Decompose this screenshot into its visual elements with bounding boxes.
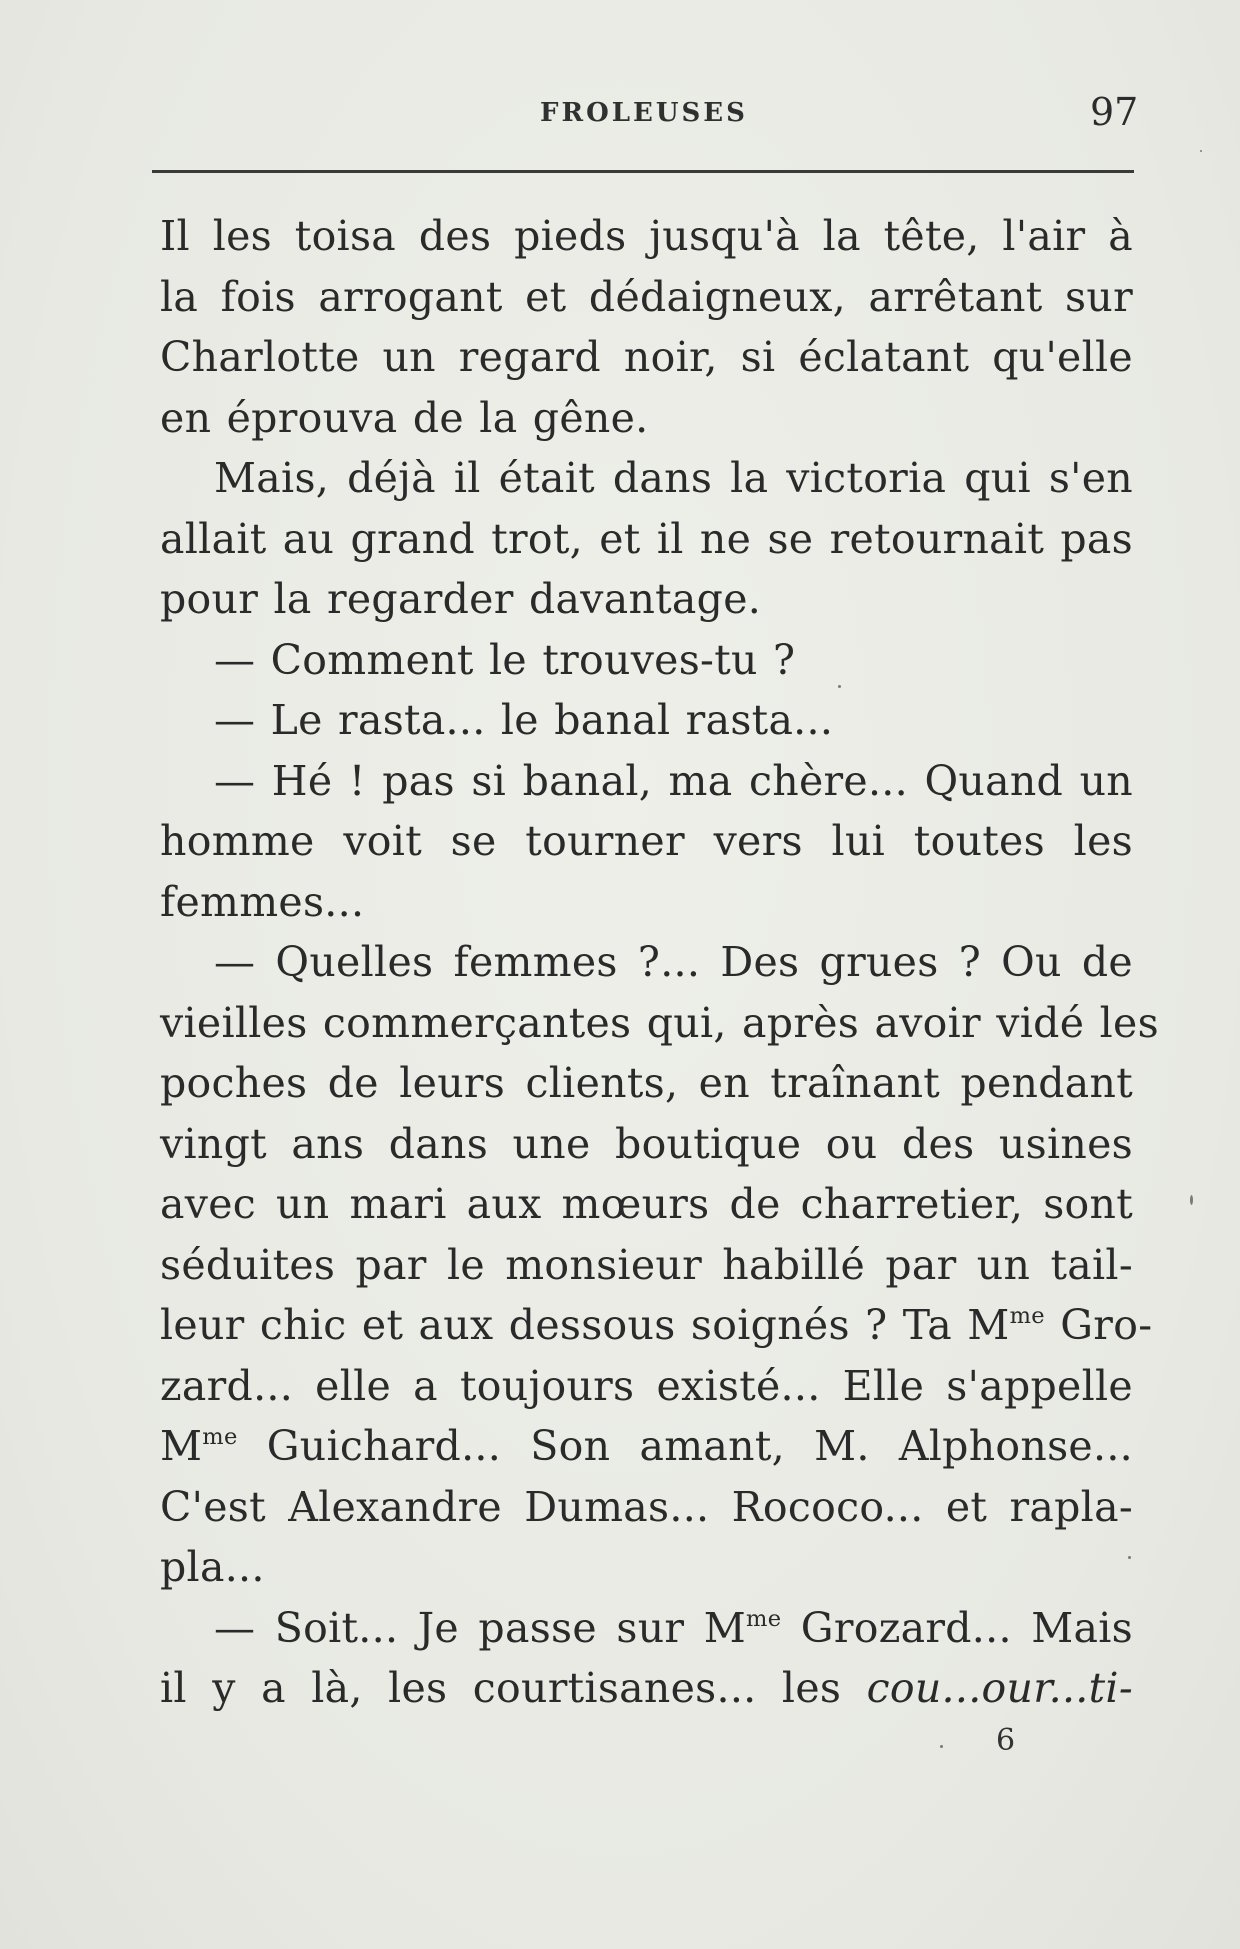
paragraph-4	[160, 690, 1133, 751]
paragraph-1	[160, 206, 1133, 448]
text-line: C'est Alexandre Dumas... Rococo... et rapla-	[160, 1482, 1133, 1531]
text-line: vieilles commerçantes qui, après avoir vidé les	[160, 998, 1159, 1047]
dialogue-line: — Quelles femmes ?... Des grues ? Ou de	[214, 938, 1133, 986]
speck	[940, 1745, 943, 1748]
text-line: la fois arrogant et dédaigneux, arrêtant sur	[160, 272, 1133, 321]
dialogue-line: — Comment le trouves-tu ?	[214, 635, 796, 684]
abbreviation-superscript: me	[746, 1605, 782, 1632]
paragraph-2	[160, 448, 1133, 630]
speck	[1190, 1195, 1193, 1205]
body-text	[160, 206, 1159, 1719]
page-number: 97	[1090, 90, 1139, 134]
abbreviation-superscript: me	[1009, 1303, 1045, 1330]
text-segment: Guichard... Son amant, M. Alphonse...	[237, 1422, 1133, 1470]
text-segment: M	[160, 1422, 203, 1470]
text-line: Charlotte un regard noir, si éclatant qu'elle	[160, 333, 1133, 381]
dialogue-line	[160, 1598, 1133, 1659]
text-segment: il y a là, les courtisanes... les	[160, 1664, 867, 1712]
header-rule	[152, 170, 1134, 173]
running-title: FROLEUSES	[540, 98, 748, 128]
text-line	[160, 1416, 1133, 1477]
text-line: femmes...	[160, 877, 365, 926]
paragraph-6	[160, 932, 1159, 1598]
text-segment: Gro-	[1044, 1301, 1153, 1349]
dialogue-line: — Le rasta... le banal rasta...	[214, 696, 834, 744]
speck	[1128, 1556, 1131, 1559]
italic-segment: cou...our...ti-	[866, 1664, 1133, 1712]
text-line: zard... elle a toujours existé... Elle s'appelle	[160, 1361, 1133, 1410]
text-line: en éprouva de la gêne.	[160, 393, 649, 442]
text-line: poches de leurs clients, en traînant pendant	[160, 1059, 1133, 1107]
text-segment: — Soit... Je passe sur M	[214, 1603, 747, 1652]
dialogue-line: — Hé ! pas si banal, ma chère... Quand un	[214, 756, 1133, 805]
text-line: allait au grand trot, et il ne se retournait pas	[160, 514, 1133, 563]
signature-mark: 6	[996, 1723, 1016, 1758]
speck	[838, 685, 841, 688]
text-line: avec un mari aux mœurs de charretier, sont	[160, 1180, 1133, 1228]
paragraph-7	[160, 1598, 1133, 1719]
speck	[1200, 150, 1202, 152]
abbreviation-superscript: me	[202, 1424, 238, 1451]
text-line: homme voit se tourner vers lui toutes les	[160, 817, 1133, 865]
text-line: vingt ans dans une boutique ou des usines	[160, 1119, 1133, 1168]
text-line	[160, 1295, 1153, 1356]
paragraph-5	[160, 751, 1133, 933]
text-line: pla...	[160, 1543, 265, 1591]
text-segment: leur chic et aux dessous soignés ? Ta M	[160, 1301, 1010, 1349]
text-segment: Grozard... Mais	[781, 1603, 1133, 1652]
text-line: Mais, déjà il était dans la victoria qui s'en	[214, 454, 1133, 502]
text-line: pour la regarder davantage.	[160, 575, 762, 623]
text-line: séduites par le monsieur habillé par un tail-	[160, 1240, 1133, 1289]
text-line	[160, 1658, 1133, 1719]
text-line: Il les toisa des pieds jusqu'à la tête, l'air à	[160, 212, 1133, 260]
paragraph-3	[160, 630, 1133, 691]
